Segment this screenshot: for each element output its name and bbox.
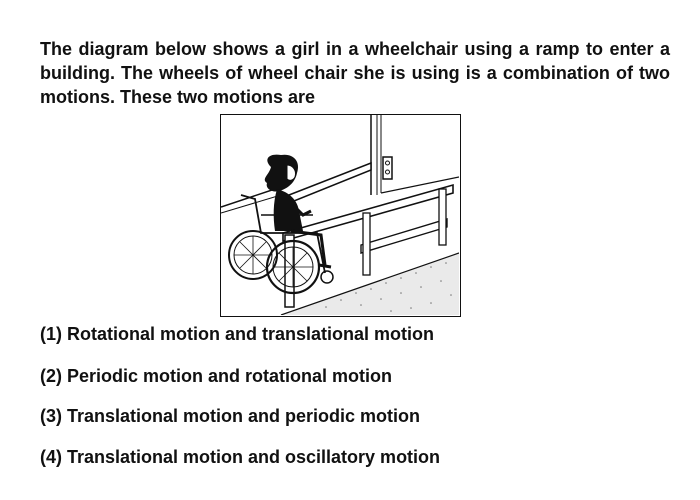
- option-4[interactable]: (4) Translational motion and oscillatory motion: [40, 447, 441, 467]
- option-2[interactable]: (2) Periodic motion and rotational motion: [40, 366, 393, 386]
- option-1[interactable]: (1) Rotational motion and translational motion: [40, 324, 434, 344]
- question-text: The diagram below shows a girl in a wheelchair using a ramp to enter a building. The wheels of wheel chair she is using is a combination of two motions. These two motions are: [40, 39, 670, 107]
- wheelchair-ramp-illustration: [220, 114, 461, 317]
- wheelchair-ramp-drawing: [221, 115, 459, 315]
- door-button-icon: [383, 157, 392, 179]
- option-3[interactable]: (3) Translational motion and periodic motion: [40, 406, 421, 426]
